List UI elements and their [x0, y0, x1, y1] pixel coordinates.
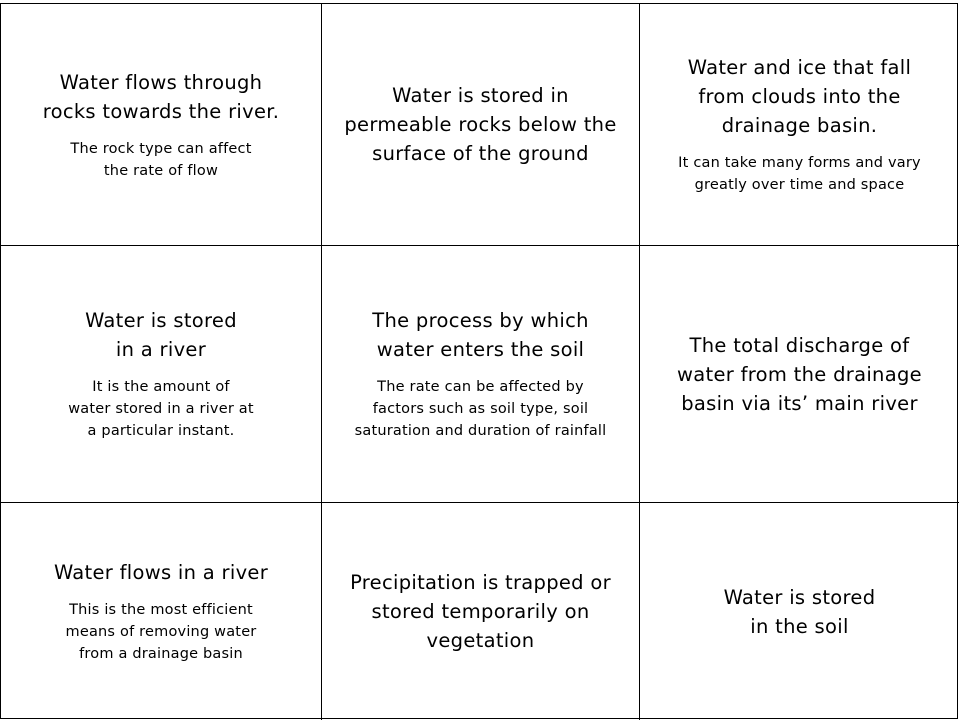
- card-precipitation: [640, 4, 959, 246]
- card-main-text: Water flows through rocks towards the river.: [42, 70, 280, 123]
- card-sub-text: The rock type can affect the rate of flow: [70, 140, 252, 179]
- card-soil-storage: [640, 503, 959, 720]
- card-main-text: Water is stored in the soil: [723, 585, 876, 638]
- card-runoff: [640, 246, 959, 503]
- card-groundwater-flow: [1, 4, 322, 246]
- card-channel-flow: [1, 503, 322, 720]
- card-main-text: Water is stored in a river: [85, 309, 237, 361]
- card-groundwater-storage: [322, 4, 640, 246]
- card-sub-text: It is the amount of water stored in a river at a particular instant.: [68, 379, 254, 439]
- card-infiltration: [322, 246, 640, 503]
- card-interception: [322, 503, 640, 720]
- card-grid: [0, 3, 958, 719]
- card-main-text: The process by which water enters the soil: [372, 309, 589, 361]
- card-main-text: Water is stored in permeable rocks below the surface of the ground: [344, 84, 617, 165]
- card-sub-text: This is the most efficient means of removing water from a drainage basin: [65, 602, 257, 662]
- card-main-text: Precipitation is trapped or stored temporarily on vegetation: [350, 571, 611, 652]
- card-main-text: Water flows in a river: [53, 561, 269, 584]
- card-sub-text: The rate can be affected by factors such as soil type, soil saturation and duration of rainfall: [354, 379, 607, 439]
- card-main-text: Water and ice that fall from clouds into the drainage basin.: [687, 56, 912, 137]
- card-sub-text: It can take many forms and vary greatly over time and space: [678, 155, 921, 193]
- card-main-text: The total discharge of water from the drainage basin via its’ main river: [677, 333, 922, 415]
- card-channel-storage: [1, 246, 322, 503]
